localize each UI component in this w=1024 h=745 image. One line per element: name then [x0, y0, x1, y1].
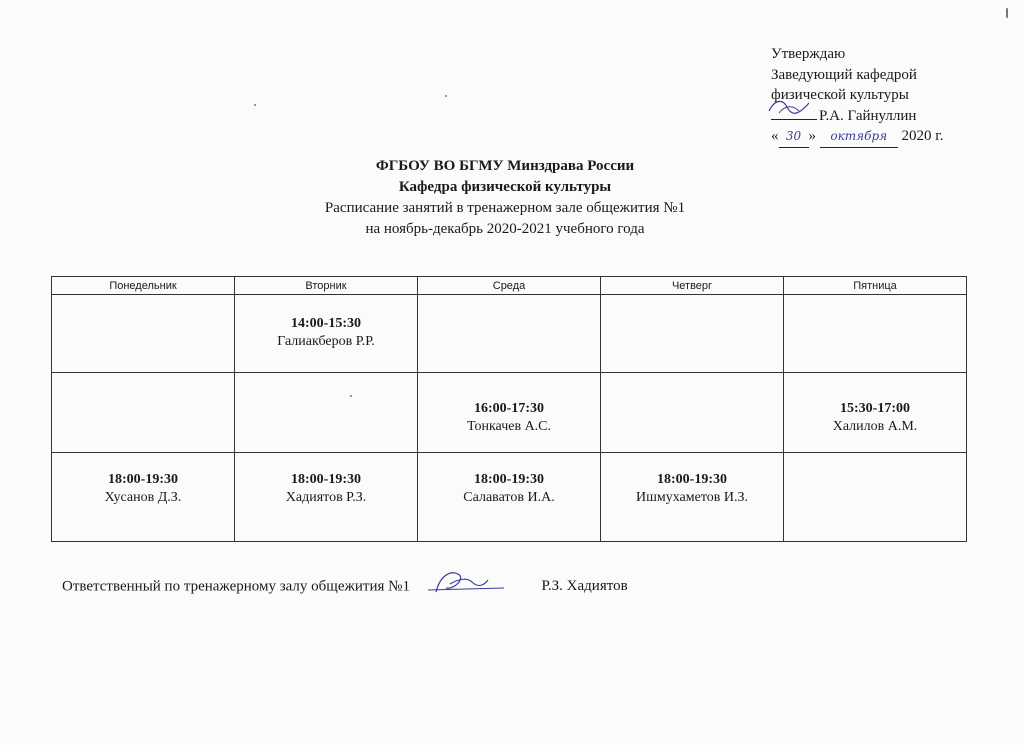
- slot-trainer: Ишмухаметов И.З.: [635, 490, 749, 505]
- slot-trainer: Салаватов И.А.: [463, 490, 555, 505]
- approval-date: « 30 » октября 2020 г.: [771, 126, 943, 148]
- schedule-cell: [418, 453, 601, 542]
- slot-time: 18:00-19:30: [291, 472, 361, 487]
- schedule-title: Расписание занятий в тренажерном зале общежития №1: [324, 200, 686, 216]
- slot-trainer: Хусанов Д.З.: [104, 490, 182, 505]
- schedule-cell: [418, 295, 601, 373]
- slot-trainer: Тонкачев А.С.: [466, 418, 552, 434]
- scan-speck: [445, 95, 447, 97]
- slot-trainer: Халилов А.М.: [832, 418, 918, 434]
- schedule-table: [51, 276, 967, 542]
- scan-mark: [1006, 8, 1008, 18]
- slot-time: 16:00-17:30: [474, 400, 544, 416]
- schedule-cell: [784, 295, 967, 373]
- day-header-monday: Понедельник: [52, 277, 235, 295]
- day-header-wednesday: Среда: [418, 277, 601, 295]
- head-signature: [771, 107, 817, 120]
- slot-trainer: Хадиятов Р.З.: [285, 490, 367, 505]
- approval-signature-line: [771, 106, 943, 127]
- scan-speck: [254, 104, 256, 106]
- approval-line-position: Заведующий кафедрой: [771, 66, 917, 83]
- scan-speck: [350, 395, 352, 397]
- document-header: [0, 156, 1010, 240]
- schedule-row: [52, 453, 967, 542]
- day-header-tuesday: Вторник: [235, 277, 418, 295]
- schedule-cell: [52, 295, 235, 373]
- schedule-cell: [601, 373, 784, 453]
- approval-date-year: 2020 г.: [901, 128, 944, 144]
- schedule-cell: [52, 453, 235, 542]
- slot-time: 15:30-17:00: [840, 400, 910, 416]
- schedule-cell: [235, 453, 418, 542]
- schedule-row: [52, 295, 967, 373]
- schedule-cell: [784, 453, 967, 542]
- schedule-period: на ноябрь-декабрь 2020-2021 учебного года: [365, 221, 645, 237]
- slot-time: 18:00-19:30: [108, 472, 178, 487]
- approval-line-approve: Утверждаю: [771, 46, 846, 62]
- slot-time: 14:00-15:30: [291, 316, 361, 331]
- responsible-name: Р.З. Хадиятов: [541, 578, 628, 595]
- schedule-cell: [784, 373, 967, 453]
- department-name: Кафедра физической культуры: [398, 179, 612, 195]
- slot-time: 18:00-19:30: [474, 472, 544, 487]
- schedule-cell: [235, 295, 418, 373]
- approval-date-day: 30: [779, 126, 809, 148]
- schedule-header-row: [52, 277, 967, 295]
- day-header-thursday: Четверг: [601, 277, 784, 295]
- schedule-cell: [418, 373, 601, 453]
- approval-line-department: физической культуры: [771, 87, 909, 103]
- approval-date-month: октября: [820, 126, 898, 148]
- slot-trainer: Галиакберов Р.Р.: [277, 334, 375, 349]
- day-header-friday: Пятница: [784, 277, 967, 295]
- organization-name: ФГБОУ ВО БГМУ Минздрава России: [375, 158, 635, 174]
- approval-signer: Р.А. Гайнуллин: [819, 107, 917, 124]
- responsible-label: Ответственный по тренажерному залу общежития №1: [62, 578, 410, 595]
- schedule-row: [52, 373, 967, 453]
- slot-time: 18:00-19:30: [657, 472, 727, 487]
- approval-block: [771, 44, 943, 148]
- responsible-footer: [62, 574, 628, 600]
- schedule-cell: [52, 373, 235, 453]
- responsible-signature: [414, 574, 524, 600]
- schedule-cell: [235, 373, 418, 453]
- schedule-cell: [601, 295, 784, 373]
- schedule-cell: [601, 453, 784, 542]
